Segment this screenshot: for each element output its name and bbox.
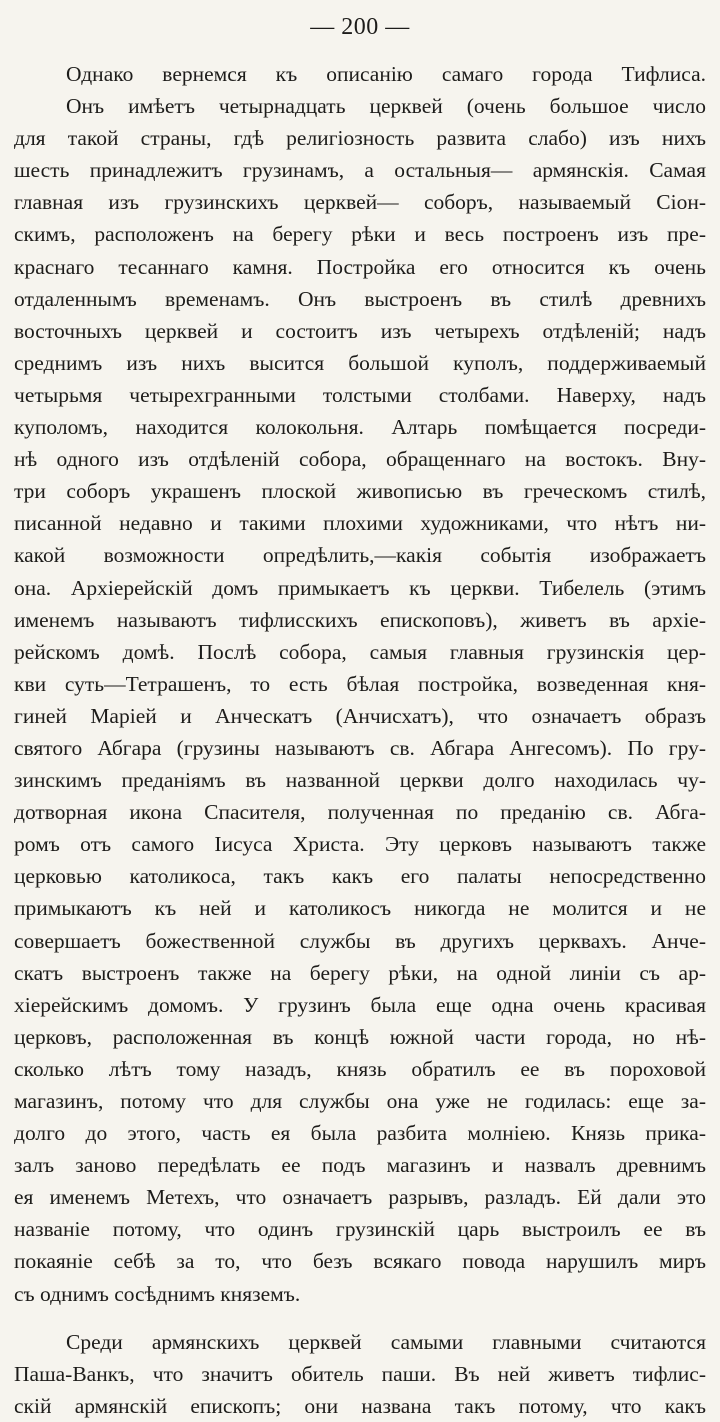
text-line: главная изъ грузинскихъ церквей— соборъ, называемый Сіон- [14, 190, 706, 215]
text-line: шесть принадлежитъ грузинамъ, а остальныя— армянскія. Самая [14, 158, 706, 183]
text-line: Онъ имѣетъ четырнадцать церквей (очень большое число [66, 94, 706, 119]
text-line: три соборъ украшенъ плоской живописью въ греческомъ стилѣ, [14, 479, 706, 504]
paragraph-gap [14, 1310, 706, 1326]
text-line: скатъ выстроенъ также на берегу рѣки, на одной линіи съ ар- [14, 960, 706, 985]
text-line: долго до этого, часть ея была разбита молніею. Князь прика- [14, 1121, 706, 1146]
text-line: залъ заново передѣлать ее подъ магазинъ и назвалъ древнимъ [14, 1153, 706, 1178]
text-line: куполомъ, находится колокольня. Алтарь помѣщается посреди- [14, 415, 706, 440]
text-line: четырьмя четырехгранными толстыми столбами. Наверху, надъ [14, 382, 706, 407]
text-line: хіерейскимъ домомъ. У грузинъ была еще одна очень красивая [14, 992, 706, 1017]
text-line: отдаленнымъ временамъ. Онъ выстроенъ въ стилѣ древнихъ [14, 286, 706, 311]
text-line: рейскомъ домѣ. Послѣ собора, самыя главныя грузинскія цер- [14, 639, 706, 664]
text-line: святого Абгара (грузины называютъ св. Абгара Ангесомъ). По гру- [14, 735, 706, 760]
text-line: гиней Маріей и Анческатъ (Анчисхатъ), что означаетъ образъ [14, 703, 706, 728]
text-line: кви суть—Тетрашенъ, то есть бѣлая постройка, возведенная кня- [14, 671, 706, 696]
text-line: церковью католикоса, такъ какъ его палаты непосредственно [14, 864, 706, 889]
text-line: зинскимъ преданіямъ въ названной церкви долго находилась чу- [14, 768, 706, 793]
text-line: названіе потому, что одинъ грузинскій царь выстроилъ ее въ [14, 1217, 706, 1242]
text-line: церковъ, расположенная въ концѣ южной части города, но нѣ- [14, 1024, 706, 1049]
page-body-text [14, 58, 706, 1422]
page-number: — 200 — [310, 14, 410, 40]
text-line: краснаго тесаннаго камня. Постройка его относится къ очень [14, 254, 706, 279]
text-line: сколько лѣтъ тому назадъ, князь обратилъ ее въ пороховой [14, 1056, 706, 1081]
text-line: какой возможности опредѣлить,—какія событія изображаетъ [14, 543, 706, 568]
text-line: совершаетъ божественной службы въ другихъ церквахъ. Анче- [14, 928, 706, 953]
text-line: скій армянскій епископъ; они названа такъ потому, что какъ [14, 1393, 706, 1418]
text-line: Однако вернемся къ описанію самаго города Тифлиса. [66, 62, 706, 86]
text-line: примыкаютъ къ ней и католикосъ никогда не молится и не [14, 896, 706, 921]
text-line: Среди армянскихъ церквей самыми главными считаются [66, 1329, 706, 1354]
text-line: съ однимъ сосѣднимъ княземъ. [14, 1281, 301, 1306]
text-line: ромъ отъ самого Іисуса Христа. Эту церковъ называютъ также [14, 832, 706, 857]
text-line: именемъ называютъ тифлисскихъ епископовъ), живетъ въ архіе- [14, 607, 706, 632]
text-line: ея именемъ Метехъ, что означаетъ разрывъ, разладъ. Ей дали это [14, 1185, 706, 1210]
text-line: нѣ одного изъ отдѣленій собора, обращеннаго на востокъ. Вну- [14, 447, 706, 472]
text-line: восточныхъ церквей и состоитъ изъ четырехъ отдѣленій; надъ [14, 318, 706, 343]
text-line: среднимъ изъ нихъ высится большой куполъ, поддерживаемый [14, 350, 706, 375]
text-line: писанной недавно и такими плохими художниками, что нѣтъ ни- [14, 511, 706, 536]
text-line: скимъ, расположенъ на берегу рѣки и весь построенъ изъ пре- [14, 222, 706, 247]
text-line: магазинъ, потому что для службы она уже не годилась: еще за- [14, 1089, 706, 1113]
text-line: дотворная икона Спасителя, полученная по преданію св. Абга- [14, 800, 706, 825]
text-line: Паша-Ванкъ, что значитъ обитель паши. Въ ней живетъ тифлис- [14, 1361, 706, 1386]
text-line: она. Архіерейскій домъ примыкаетъ къ церкви. Тибелель (этимъ [14, 575, 706, 600]
text-line: покаяніе себѣ за то, что безъ всякаго повода нарушилъ миръ [14, 1249, 706, 1274]
text-line: для такой страны, гдѣ религіозность развита слабо) изъ нихъ [14, 126, 706, 151]
